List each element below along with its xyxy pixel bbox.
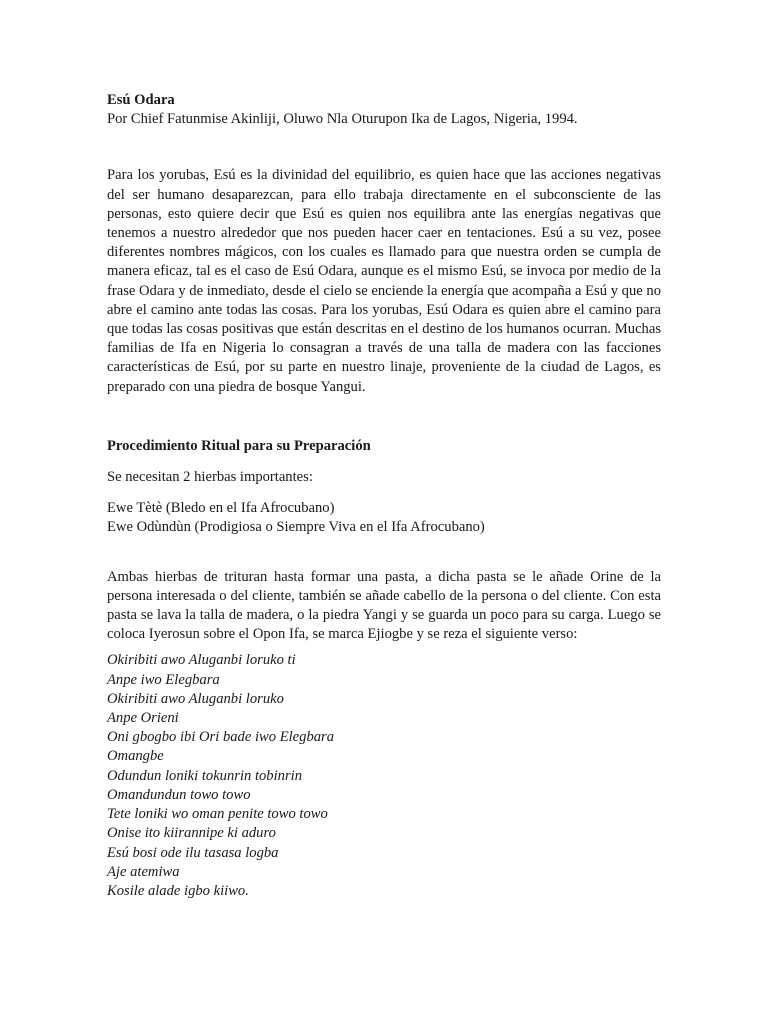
intro-paragraph: Para los yorubas, Esú es la divinidad del equilibrio, es quien hace que las acciones negativas del ser humano desaparezcan, para ello trabaja directamente en el subconsciente de las personas, esto quiere decir que Esú es quien nos equilibra ante las energías negativas que tenemos a nuestro alrededor que nos pueden hacer caer en tentaciones. Esú a su vez, posee diferentes nombres mágicos, con los cuales es llamado para que nuestra orden se cumpla de manera eficaz, tal es el caso de Esú Odara, aunque es el mismo Esú, se invoca por medio de la frase Odara y de inmediato, desde el cielo se enciende la energía que acompaña a Esú y que no abre el camino ante todas las cosas. Para los yorubas, Esú Odara es quien abre el camino para que todas las cosas positivas que están descritas en el destino de los humanos ocurran. Muchas familias de Ifa en Nigeria lo consagran a través de una talla de madera con las facciones características de Esú, por su parte en nuestro linaje, proveniente de la ciudad de Lagos, es preparado con una piedra de bosque Yangui. <box>107 167 661 395</box>
procedure-paragraph: Ambas hierbas de trituran hasta formar una pasta, a dicha pasta se le añade Orine de la persona interesada o del cliente, también se añade cabello de la persona o del cliente. Con esta pasta se lava la talla de madera, o la piedra Yangi y se guarda un poco para su carga. Luego se coloca Iyerosun sobre el Opon Ifa, se marca Ejiogbe y se reza el siguiente verso: <box>107 568 661 643</box>
herb-item: Ewe Tètè (Bledo en el Ifa Afrocubano) <box>107 500 335 517</box>
herbs-intro: Se necesitan 2 hierbas importantes: <box>107 469 313 486</box>
verse-line: Anpe Orieni <box>107 710 179 727</box>
verse-line: Okiribiti awo Aluganbi loruko <box>107 690 284 707</box>
verse-line: Onise ito kiirannipe ki aduro <box>107 825 276 842</box>
document-page <box>107 91 661 901</box>
document-byline: Por Chief Fatunmise Akinliji, Oluwo Nla Oturupon Ika de Lagos, Nigeria, 1994. <box>107 111 578 128</box>
verse-line: Oni gbogbo ibi Ori bade iwo Elegbara <box>107 729 335 746</box>
verse-line: Esú bosi ode ilu tasasa logba <box>107 844 279 861</box>
verse-line: Omangbe <box>107 748 164 765</box>
verse-line: Omandundun towo towo <box>107 786 251 803</box>
verse-line: Odundun loniki tokunrin tobinrin <box>107 767 302 784</box>
verse-line: Okiribiti awo Aluganbi loruko ti <box>107 652 296 669</box>
verse-block <box>107 651 661 901</box>
herbs-list <box>107 499 661 537</box>
document-title: Esú Odara <box>107 92 175 108</box>
verse-line: Aje atemiwa <box>107 863 180 880</box>
verse-line: Anpe iwo Elegbara <box>107 671 220 688</box>
verse-line: Kosile alade igbo kiiwo. <box>107 882 249 899</box>
section-heading: Procedimiento Ritual para su Preparación <box>107 437 371 454</box>
verse-line: Tete loniki wo oman penite towo towo <box>107 806 328 823</box>
herb-item: Ewe Odùndùn (Prodigiosa o Siempre Viva en el Ifa Afrocubano) <box>107 519 485 536</box>
